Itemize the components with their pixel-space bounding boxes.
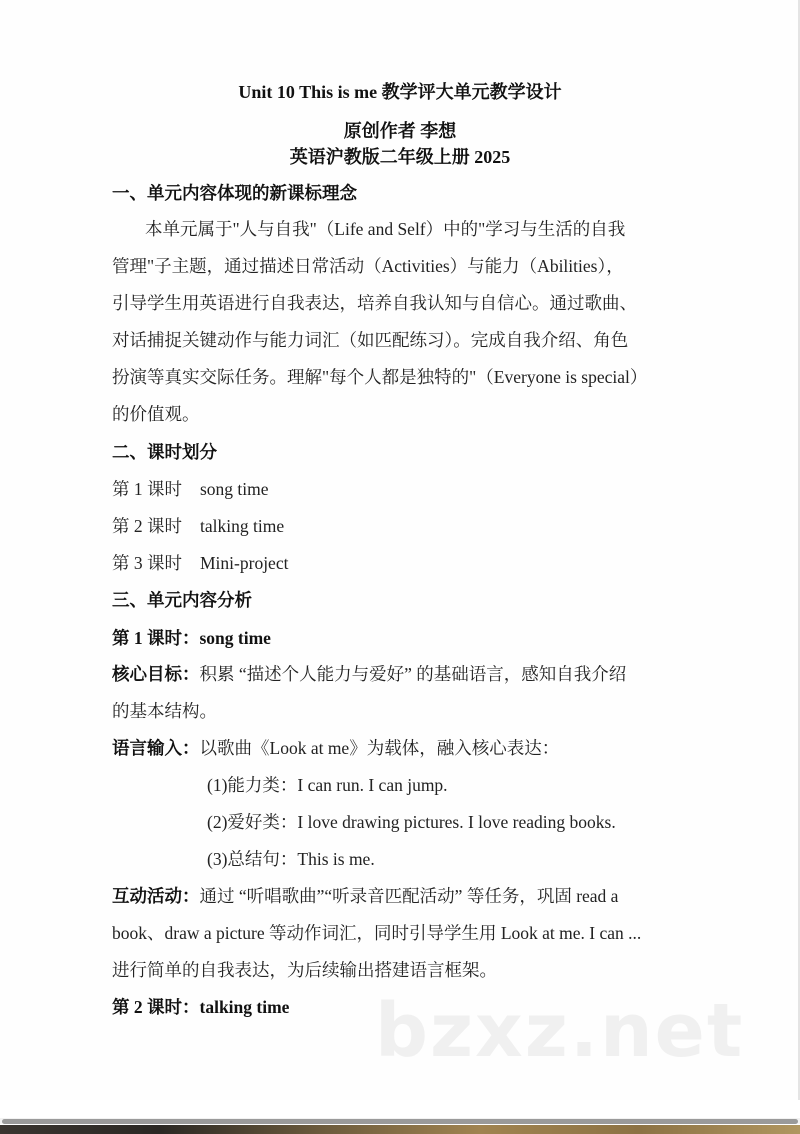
- activity-text: 通过 “听唱歌曲”“听录音匹配活动” 等任务，巩固 read a: [199, 886, 619, 906]
- lesson-number: 第 3 课时: [112, 553, 182, 573]
- activity-line-2: book、draw a picture 等动作词汇，同时引导学生用 Look at me. I can ...: [112, 923, 642, 943]
- core-goal-line: [112, 661, 626, 686]
- edition-line: 英语沪教版二年级上册 2025: [289, 147, 511, 167]
- section3-heading: 三、单元内容分析: [112, 590, 252, 610]
- input-item-2: (2)爱好类：I love drawing pictures. I love reading books.: [207, 812, 616, 832]
- horizontal-scrollbar-thumb[interactable]: [2, 1119, 798, 1124]
- activity-line: [112, 883, 618, 908]
- section1-para-line: 对话捕捉关键动作与能力词汇（如匹配练习）。完成自我介绍、角色: [112, 330, 629, 350]
- section1-para-line: 扮演等真实交际任务。理解"每个人都是独特的"（Everyone is special）: [112, 367, 648, 387]
- input-item-3: (3)总结句：This is me.: [207, 849, 375, 869]
- language-input-line: [112, 735, 559, 760]
- author-line: 原创作者 李想: [343, 121, 457, 141]
- lesson-name: talking time: [200, 516, 285, 536]
- core-goal-text: 积累 “描述个人能力与爱好” 的基础语言，感知自我介绍: [199, 664, 627, 684]
- section1-para-line: 管理"子主题，通过描述日常活动（Activities）与能力（Abilities），: [112, 256, 624, 276]
- section1-para-line: 引导学生用英语进行自我表达，培养自我认知与自信心。通过歌曲、: [112, 293, 637, 313]
- language-input-label: 语言输入：: [112, 738, 200, 758]
- lesson1-heading: 第 1 课时：song time: [112, 628, 271, 648]
- lesson-item-3: [112, 550, 288, 575]
- section1-para-line: 本单元属于"人与自我"（Life and Self）中的"学习与生活的自我: [145, 219, 626, 239]
- background-image-strip: [0, 1125, 800, 1134]
- lesson-number: 第 1 课时: [112, 479, 182, 499]
- input-item-1: (1)能力类：I can run. I can jump.: [207, 775, 448, 795]
- section1-para-line: 的价值观。: [112, 404, 200, 424]
- lesson2-heading: 第 2 课时：talking time: [112, 997, 290, 1017]
- language-input-text: 以歌曲《Look at me》为载体，融入核心表达：: [199, 738, 560, 758]
- activity-label: 互动活动：: [112, 886, 200, 906]
- section2-heading: 二、课时划分: [112, 442, 217, 462]
- lesson-number: 第 2 课时: [112, 516, 182, 536]
- watermark: bzxz.net: [375, 988, 745, 1074]
- section1-heading: 一、单元内容体现的新课标理念: [112, 183, 357, 203]
- lesson-item-2: [112, 513, 284, 538]
- core-goal-line-2: 的基本结构。: [112, 701, 217, 721]
- activity-line-3: 进行简单的自我表达，为后续输出搭建语言框架。: [112, 960, 497, 980]
- lesson-item-1: [112, 476, 269, 501]
- core-goal-label: 核心目标：: [112, 664, 200, 684]
- lesson-name: Mini-project: [200, 553, 289, 573]
- document-title: Unit 10 This is me 教学评大单元教学设计: [238, 82, 562, 102]
- lesson-name: song time: [200, 479, 269, 499]
